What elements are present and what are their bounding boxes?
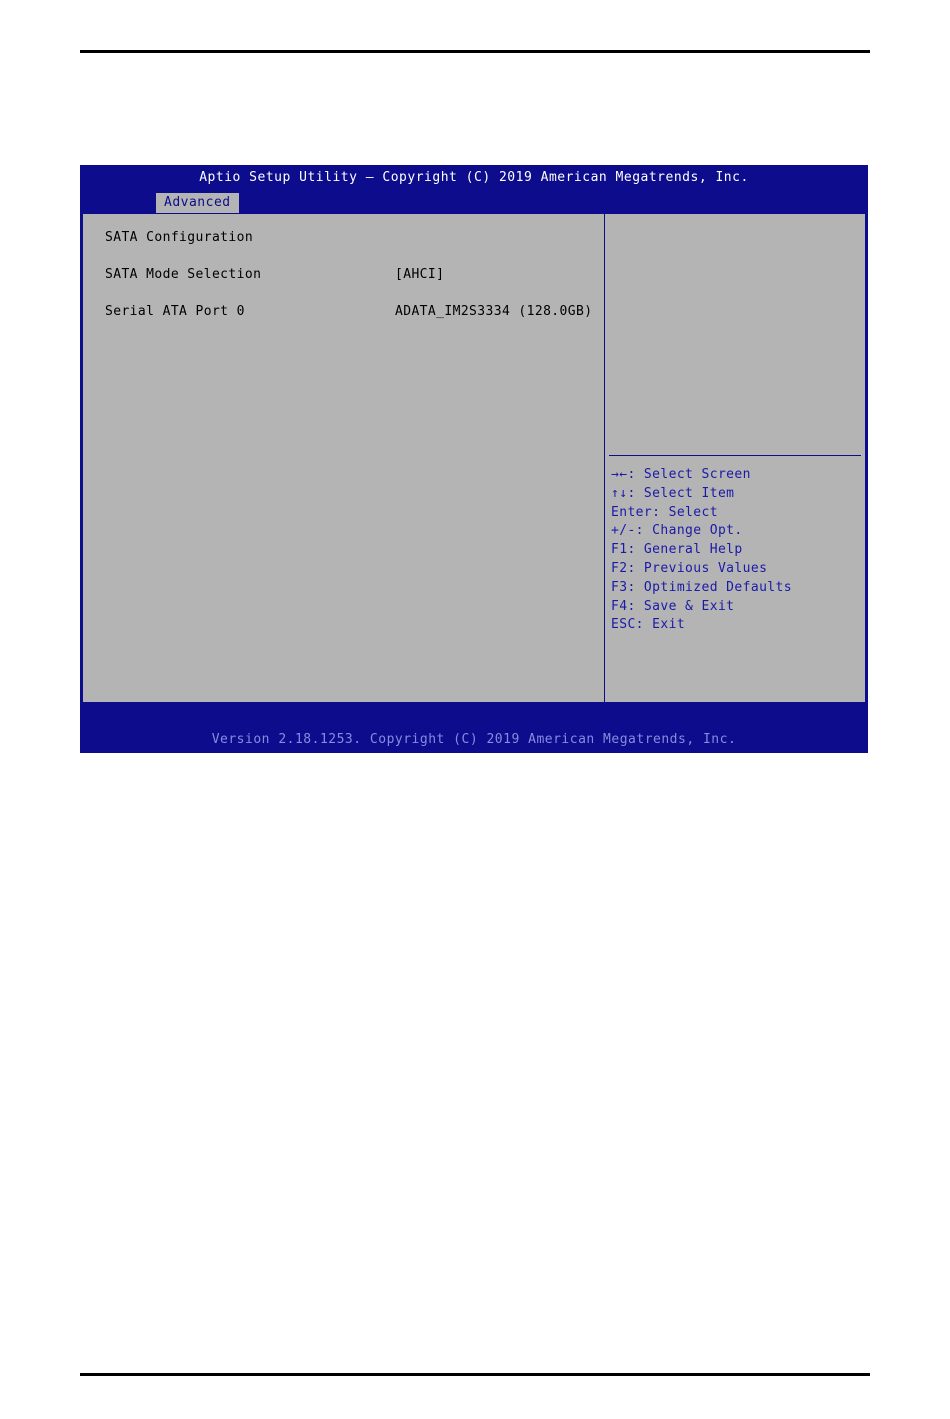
legend-enter-select: Enter: Select [611,504,718,520]
legend-select-screen: →←: Select Screen [611,467,751,482]
settings-pane [82,213,605,703]
legend-general-help: F1: General Help [611,542,743,558]
legend-esc-exit: ESC: Exit [611,617,686,633]
bios-menu-bar [80,191,868,213]
setting-row-serial-ata-port-0[interactable] [105,302,604,322]
row-spacer [105,285,604,302]
tab-advanced[interactable]: Advanced [156,193,239,213]
setting-value: ADATA_IM2S3334 (128.0GB) [395,304,593,319]
page-bottom-rule [80,1373,870,1376]
legend-save-exit: F4: Save & Exit [611,598,735,614]
bios-title: Aptio Setup Utility – Copyright (C) 2019 American Megatrends, Inc. [199,170,749,185]
help-pane [605,213,866,703]
bios-setup-window [80,165,868,753]
key-legend [611,466,861,635]
setting-row-sata-mode-selection[interactable] [105,265,604,285]
setting-label: SATA Mode Selection [105,267,262,282]
legend-previous-values: F2: Previous Values [611,560,768,576]
help-divider [609,455,861,456]
bios-body [82,213,866,703]
section-heading: SATA Configuration [105,230,254,245]
bios-footer: Version 2.18.1253. Copyright (C) 2019 American Megatrends, Inc. [211,732,737,747]
legend-select-item: ↑↓: Select Item [611,485,735,501]
setting-label: Serial ATA Port 0 [105,304,245,319]
page-top-rule [80,50,870,53]
legend-change-opt: +/-: Change Opt. [611,523,743,539]
setting-value[interactable]: [AHCI] [395,267,445,282]
legend-optimized-defaults: F3: Optimized Defaults [611,579,792,595]
